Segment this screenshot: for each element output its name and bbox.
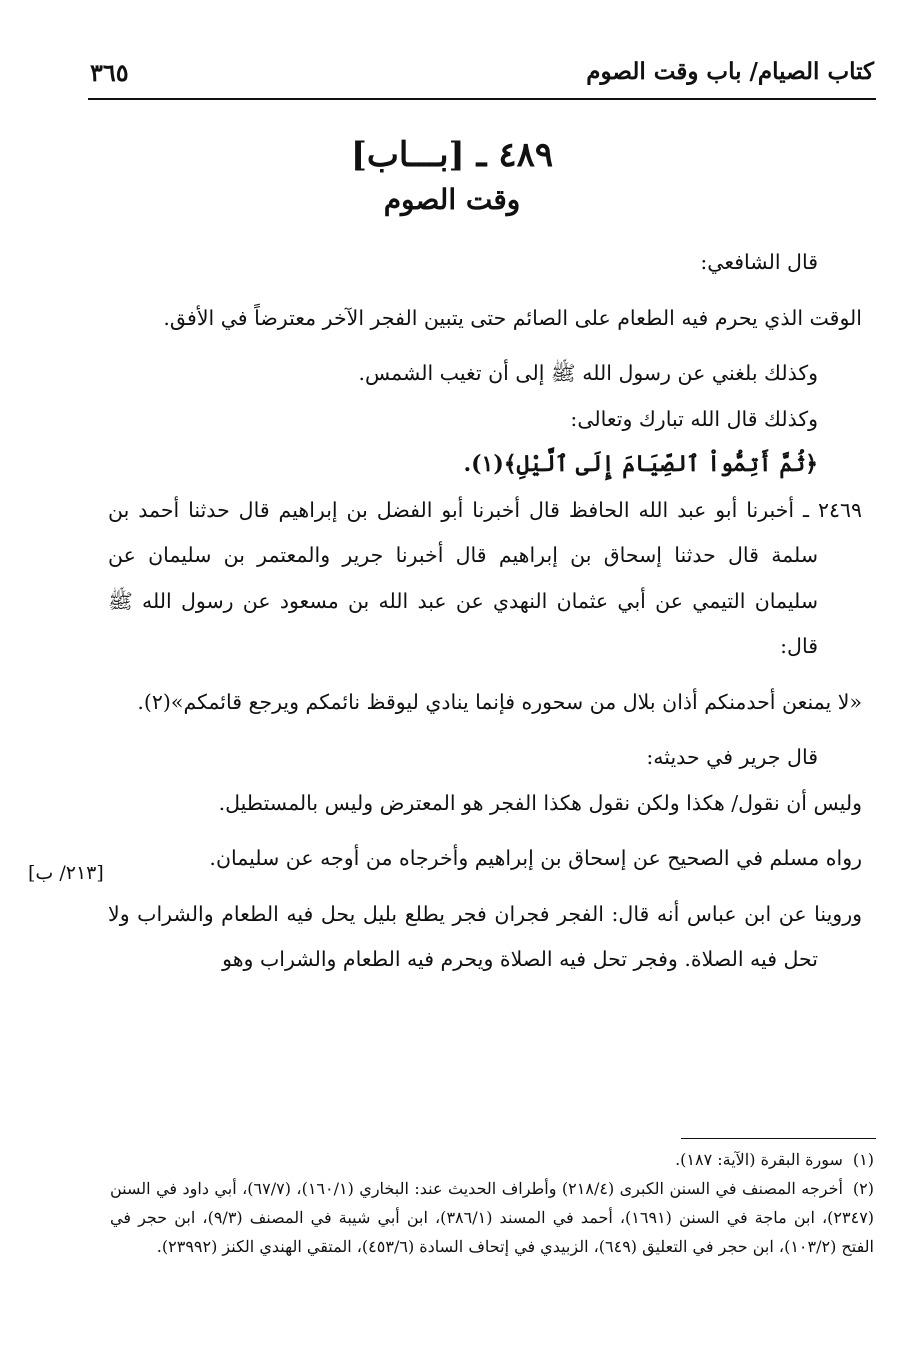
footnote-number: (١) — [852, 1150, 874, 1169]
footnote-text: أخرجه المصنف في السنن الكبرى (٢١٨/٤) وأطراف الحديث عند: البخاري (١٦٠/١)، (٦٧/٧)، أبي داود في السنن (٢٣٤٧)، ابن ماجة في السنن (١٦٩١)، أحمد في المسند (٣٨٦/١)، ابن أبي شيبة في المصنف (٩/٣)، ابن حجر في الفتح (١٠٣/٢)، ابن حجر في التعليق (٦٤٩)، الزبيدي في إتحاف السادة (٤٥٣/٦)، المتقي الهندي الكنز (٢٣٩٩٢). — [110, 1179, 875, 1256]
chapter-number: ٤٨٩ ـ [بـــاب] — [350, 135, 554, 175]
footnote-text: سورة البقرة (الآية: ١٨٧). — [675, 1150, 843, 1169]
page-header — [88, 52, 876, 100]
hadith-isnad: ٢٤٦٩ ـ أخبرنا أبو عبد الله الحافظ قال أخبرنا أبو الفضل بن إبراهيم قال حدثنا أحمد بن سلمة قال حدثنا إسحاق بن إبراهيم قال أخبرنا جرير والمعتمر بن سليمان عن سليمان التيمي عن أبي عثمان النهدي عن عبد الله بن مسعود عن رسول الله ﷺ قال: — [108, 497, 862, 658]
page-number: ٣٦٥ — [90, 58, 129, 87]
footnote-2 — [110, 1174, 874, 1261]
paragraph-fasting-time: الوقت الذي يحرم فيه الطعام على الصائم حتى يتبين الفجر الآخر معترضاً في الأفق. — [163, 305, 862, 330]
hadith-text: «لا يمنعن أحدمنكم أذان بلال من سحوره فإنما ينادي ليوقظ نائمكم ويرجع قائمكم»(٢). — [137, 689, 862, 714]
paragraph-fajr-description: وليس أن نقول/ هكذا ولكن نقول هكذا الفجر هو المعترض وليس بالمستطيل. — [218, 790, 862, 815]
running-head: كتاب الصيام/ باب وقت الصوم — [586, 58, 874, 85]
chapter-title: وقت الصوم — [383, 183, 521, 216]
paragraph-jarir: قال جرير في حديثه: — [646, 745, 818, 769]
margin-folio-reference: [٢١٣/ ب] — [28, 862, 104, 884]
paragraph-shafii-intro: قال الشافعي: — [700, 250, 818, 274]
footnote-1 — [110, 1145, 874, 1174]
paragraph-muslim-narration: رواه مسلم في الصحيح عن إسحاق بن إبراهيم وأخرجاه من أوجه عن سليمان. — [209, 846, 862, 870]
quran-verse: ﴿ثُمَّ أَتِمُّواْ ٱلصِّيَامَ إِلَى ٱلَّيْلِ﴾(١). — [463, 451, 818, 477]
paragraph-sunset: وكذلك بلغني عن رسول الله ﷺ إلى أن تغيب الشمس. — [358, 361, 818, 385]
body-text — [108, 240, 862, 983]
footnotes — [110, 1145, 874, 1261]
paragraph-ibn-abbas: وروينا عن ابن عباس أنه قال: الفجر فجران فجر يطلع بليل يحل فيه الطعام والشراب ولا تحل فيه الصلاة. وفجر تحل فيه الصلاة ويحرم فيه الطعام والشراب وهو — [108, 901, 862, 971]
footnote-number: (٢) — [852, 1179, 875, 1198]
footnote-divider — [681, 1138, 876, 1139]
paragraph-quran-intro: وكذلك قال الله تبارك وتعالى: — [570, 406, 818, 431]
